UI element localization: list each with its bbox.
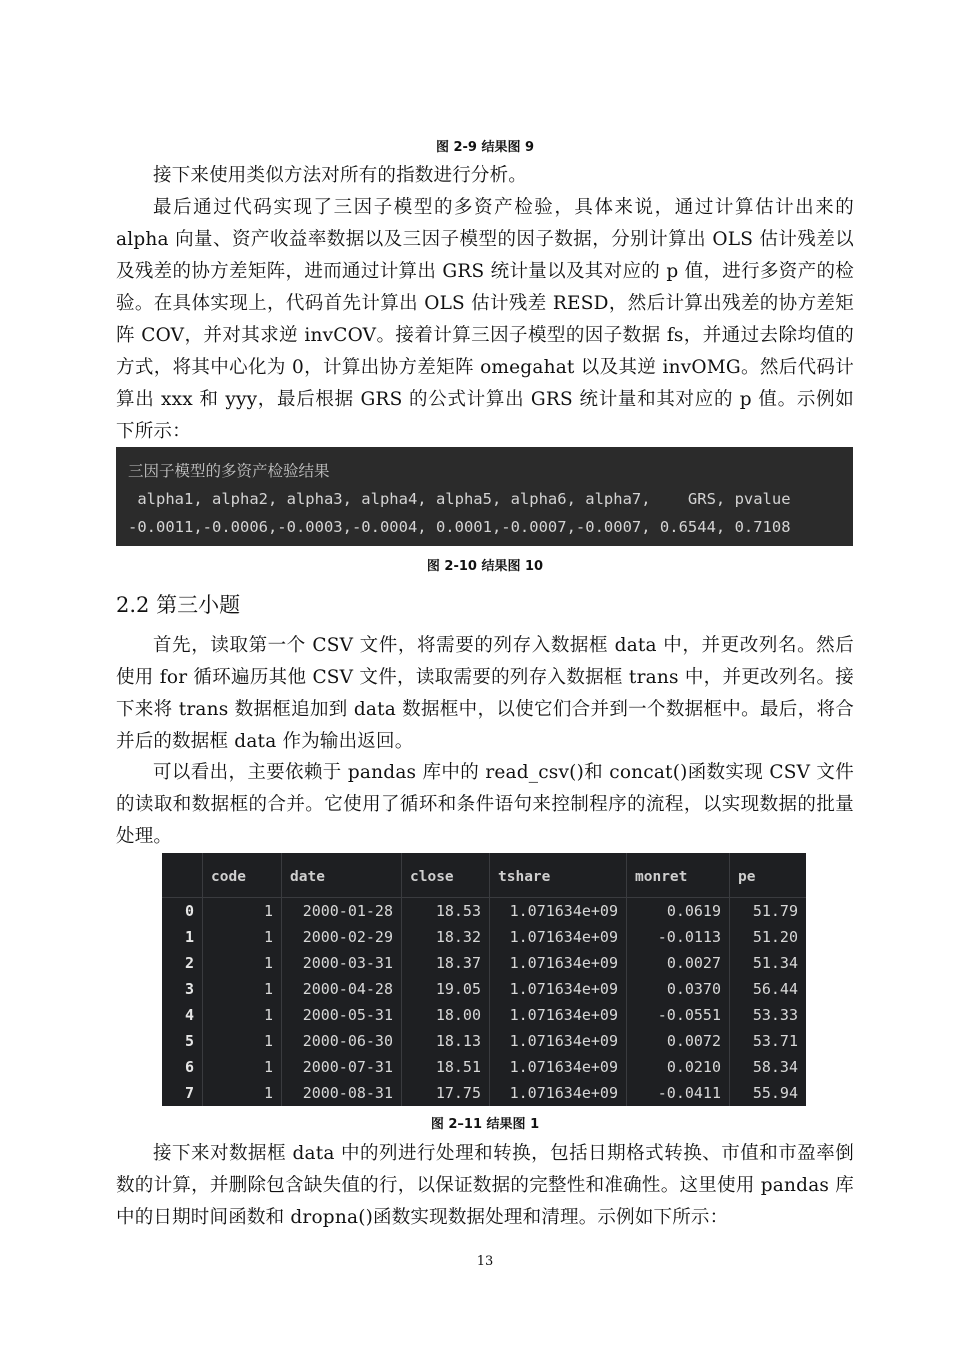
cell-pe: 55.94 [752, 1084, 798, 1102]
cell-index: 2 [162, 950, 203, 976]
cell-monret: 0.0027 [627, 950, 730, 976]
cell-tshare: 1.071634e+09 [490, 976, 627, 1002]
cell-tshare: 1.071634e+09 [490, 1002, 627, 1028]
cell-monret: 0.0072 [627, 1028, 730, 1054]
table-row [162, 1028, 806, 1054]
cell-date: 2000-06-30 [282, 1028, 402, 1054]
cell-date: 2000-01-28 [282, 898, 402, 925]
cell-close: 18.00 [402, 1002, 490, 1028]
cell-code: 1 [203, 898, 282, 925]
figure-caption-2-9: 图 2-9 结果图 9 [435, 140, 535, 155]
paragraph-pandas: 可以看出，主要依赖于 pandas 库中的 read_csv()和 concat()函数实现 CSV 文件的读取和数据框的合并。它使用了循环和条件语句来控制程序的流程，以实现数据的批量处理。 [116, 762, 854, 847]
figure-caption-2-11: 图 2–11 结果图 1 [430, 1117, 540, 1132]
cell-pe: 53.33 [752, 1006, 798, 1024]
cell-pe: 51.34 [752, 954, 798, 972]
cell-tshare: 1.071634e+09 [490, 924, 627, 950]
cell-close: 19.05 [402, 976, 490, 1002]
cell-code: 1 [203, 1080, 282, 1106]
cell-tshare: 1.071634e+09 [490, 1054, 627, 1080]
table-row [162, 1080, 806, 1106]
cell-code: 1 [203, 950, 282, 976]
table-row [162, 924, 806, 950]
table-body [162, 898, 806, 1107]
cell-index: 0 [162, 898, 203, 925]
cell-date: 2000-05-31 [282, 1002, 402, 1028]
cell-code: 1 [203, 924, 282, 950]
column-header-pe: pe [730, 853, 807, 898]
cell-index: 7 [162, 1080, 203, 1106]
paragraph-data-processing: 接下来对数据框 data 中的列进行处理和转换，包括日期格式转换、市值和市盈率倒数的计算，并删除包含缺失值的行，以保证数据的完整性和准确性。这里使用 pandas 库中的日期时间函数和 dropna()函数实现数据处理和清理。示例如下所示： [116, 1143, 854, 1228]
cell-monret: -0.0411 [627, 1080, 730, 1106]
code-output-values: -0.0011,-0.0006,-0.0003,-0.0004, 0.0001,-0.0007,-0.0007, 0.6544, 0.7108 [128, 518, 791, 536]
table-row [162, 950, 806, 976]
dataframe-table [162, 853, 806, 1106]
cell-monret: 0.0210 [627, 1054, 730, 1080]
cell-pe: 51.20 [752, 928, 798, 946]
cell-pe: 56.44 [752, 980, 798, 998]
column-header-tshare: tshare [490, 853, 627, 898]
cell-pe: 58.34 [752, 1058, 798, 1076]
cell-date: 2000-08-31 [282, 1080, 402, 1106]
table-header-row [162, 853, 806, 898]
cell-close: 18.32 [402, 924, 490, 950]
figure-caption-2-10: 图 2-10 结果图 10 [426, 559, 544, 574]
cell-tshare: 1.071634e+09 [490, 898, 627, 925]
paragraph-read-csv: 首先，读取第一个 CSV 文件，将需要的列存入数据框 data 中，并更改列名。然后使用 for 循环遍历其他 CSV 文件，读取需要的列存入数据框 trans 中，并更改列名。接下来将 trans 数据框追加到 data 数据框中，以使它们合并到一个数据框中。最后，将合并后的数据框 data 作为输出返回。 [116, 635, 854, 752]
code-output-title: 三因子模型的多资产检验结果 [128, 462, 330, 480]
column-header-close: close [402, 853, 490, 898]
paragraph-grs-test: 最后通过代码实现了三因子模型的多资产检验，具体来说，通过计算估计出来的alpha 向量、资产收益率数据以及三因子模型的因子数据，分别计算出 OLS 估计残差以及残差的协方差矩阵，进而通过计算出 GRS 统计量以及其对应的 p 值，进行多资产的检验。在具体实现上，代码首先计算出 OLS 估计残差 RESD，然后计算出残差的协方差矩阵 COV，并对其求逆 invCOV。接着计算三因子模型的因子数据 fs，并通过去除均值的方式，将其中心化为 0，计算出协方差矩阵 omegahat 以及其逆 invOMG。然后代码计算出 xxx 和 yyy，最后根据 GRS 的公式计算出 GRS 统计量和其对应的 p 值。示例如下所示： [116, 197, 854, 442]
cell-close: 17.75 [402, 1080, 490, 1106]
paragraph-intro: 接下来使用类似方法对所有的指数进行分析。 [153, 165, 528, 186]
cell-code: 1 [203, 1054, 282, 1080]
cell-index: 6 [162, 1054, 203, 1080]
code-output-header: alpha1, alpha2, alpha3, alpha4, alpha5, alpha6, alpha7, GRS, pvalue [128, 490, 791, 508]
page-number: 13 [476, 1254, 494, 1269]
cell-close: 18.51 [402, 1054, 490, 1080]
cell-pe: 53.71 [752, 1032, 798, 1050]
code-output-block [116, 447, 853, 546]
cell-index: 4 [162, 1002, 203, 1028]
cell-monret: -0.0551 [627, 1002, 730, 1028]
table-row [162, 1002, 806, 1028]
cell-pe: 51.79 [752, 902, 798, 920]
column-header-code: code [203, 853, 282, 898]
cell-tshare: 1.071634e+09 [490, 1028, 627, 1054]
column-header-index [162, 853, 203, 898]
column-header-monret: monret [627, 853, 730, 898]
cell-close: 18.13 [402, 1028, 490, 1054]
cell-tshare: 1.071634e+09 [490, 950, 627, 976]
cell-index: 5 [162, 1028, 203, 1054]
section-heading: 2.2 第三小题 [116, 593, 241, 617]
cell-date: 2000-04-28 [282, 976, 402, 1002]
cell-code: 1 [203, 1028, 282, 1054]
table-row [162, 976, 806, 1002]
cell-date: 2000-07-31 [282, 1054, 402, 1080]
cell-date: 2000-03-31 [282, 950, 402, 976]
column-header-date: date [282, 853, 402, 898]
cell-monret: 0.0370 [627, 976, 730, 1002]
table-row [162, 1054, 806, 1080]
cell-close: 18.37 [402, 950, 490, 976]
cell-index: 3 [162, 976, 203, 1002]
table-row [162, 898, 806, 925]
cell-monret: 0.0619 [627, 898, 730, 925]
cell-code: 1 [203, 1002, 282, 1028]
cell-code: 1 [203, 976, 282, 1002]
cell-index: 1 [162, 924, 203, 950]
cell-date: 2000-02-29 [282, 924, 402, 950]
cell-monret: -0.0113 [627, 924, 730, 950]
cell-close: 18.53 [402, 898, 490, 925]
cell-tshare: 1.071634e+09 [490, 1080, 627, 1106]
